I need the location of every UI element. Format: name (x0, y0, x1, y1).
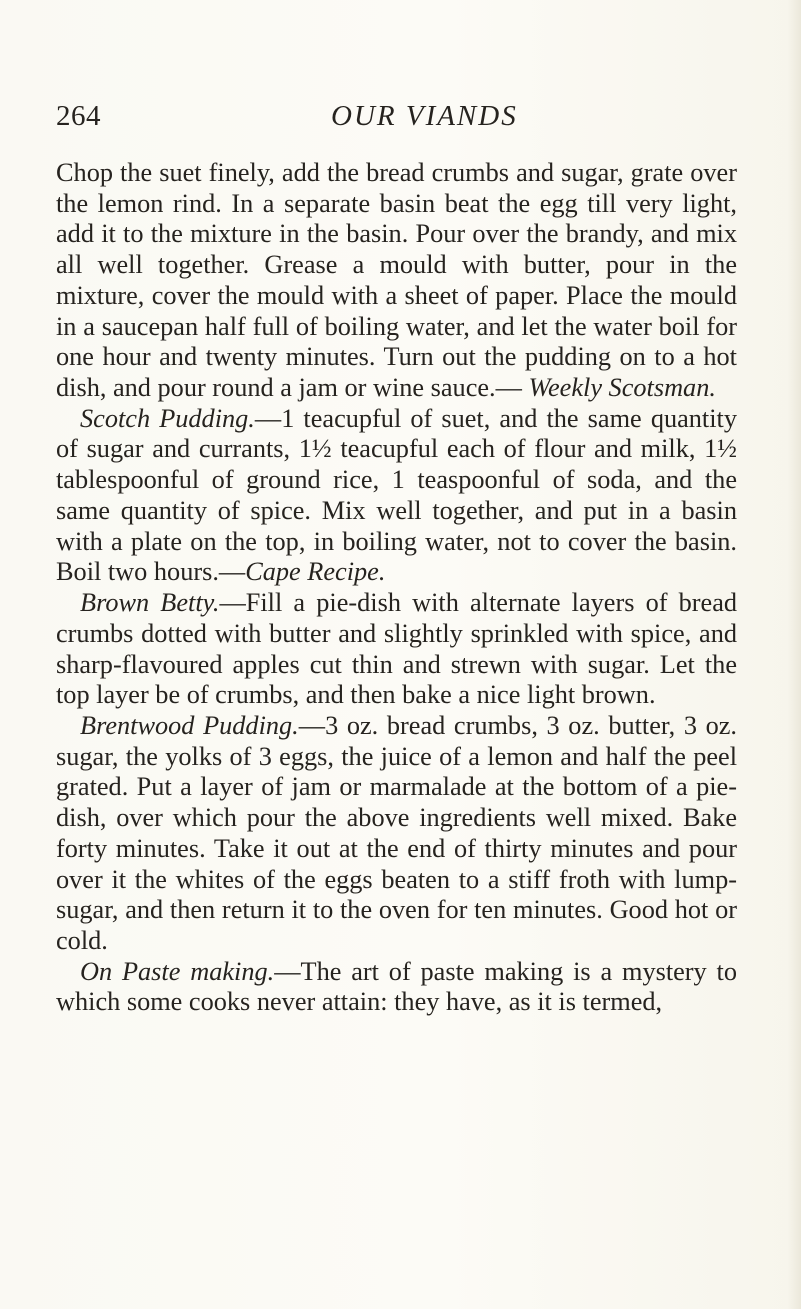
paragraph-brentwood-pudding (56, 711, 737, 957)
running-head: OUR VIANDS (331, 100, 518, 132)
paragraph-text: Chop the suet finely, add the bread crumbs and sugar, grate over the lemon rind. In a separate basin beat the egg till very light, add it to the mixture in the basin. Pour over the brandy, and mix all well together. Grease a mould with butter, pour in the mixture, cover the mould with a sheet of paper. Place the mould in a saucepan half full of boiling water, and let the water boil for one hour and twenty minutes. Turn out the pudding on to a hot dish, and pour round a jam or wine sauce.— (56, 158, 737, 403)
page-edge-shadow (787, 0, 801, 1309)
paragraph-text: —The art of paste making is a mystery to which some cooks never attain: they have, as it is termed, (56, 956, 737, 1017)
recipe-text (56, 158, 737, 1018)
paragraph-paste-making (56, 957, 737, 1018)
paragraph-suet-pudding-end (56, 158, 737, 404)
page-number: 264 (56, 100, 101, 132)
recipe-title: Brentwood Pudding. (80, 710, 299, 740)
paragraph-scotch-pudding (56, 404, 737, 588)
recipe-title: Brown Betty. (80, 588, 220, 618)
recipe-source: Weekly Scotsman. (528, 373, 716, 403)
paragraph-text: —1 teacupful of suet, and the same quantity of sugar and currants, 1½ teacupful each of flour and milk, 1½ tablespoonful of ground rice, 1 teaspoonful of soda, and the same quantity of spice. Mix well together, and put in a basin with a plate on the top, in boiling water, not to cover the basin. Boil two hours.— (56, 403, 738, 587)
page-header (56, 100, 746, 150)
paragraph-brown-betty (56, 588, 737, 711)
paragraph-text: —Fill a pie-dish with alternate layers of bread crumbs dotted with butter and slightly sprinkled with spice, and sharp-flavoured apples cut thin and strewn with sugar. Let the top layer be of crumbs, and then bake a nice light brown. (56, 588, 738, 710)
recipe-title: Scotch Pudding. (80, 403, 255, 433)
recipe-source: Cape Recipe. (245, 557, 386, 587)
section-title: On Paste making. (80, 956, 275, 986)
paragraph-text: —3 oz. bread crumbs, 3 oz. butter, 3 oz. sugar, the yolks of 3 eggs, the juice of a lemon and half the peel grated. Put a layer of jam or marmalade at the bottom of a pie-dish, over which pour the above ingredients well mixed. Bake forty minutes. Take it out at the end of thirty minutes and pour over it the whites of the eggs beaten to a stiff froth with lump-sugar, and then return it to the oven for ten minutes. Good hot or cold. (56, 710, 738, 955)
